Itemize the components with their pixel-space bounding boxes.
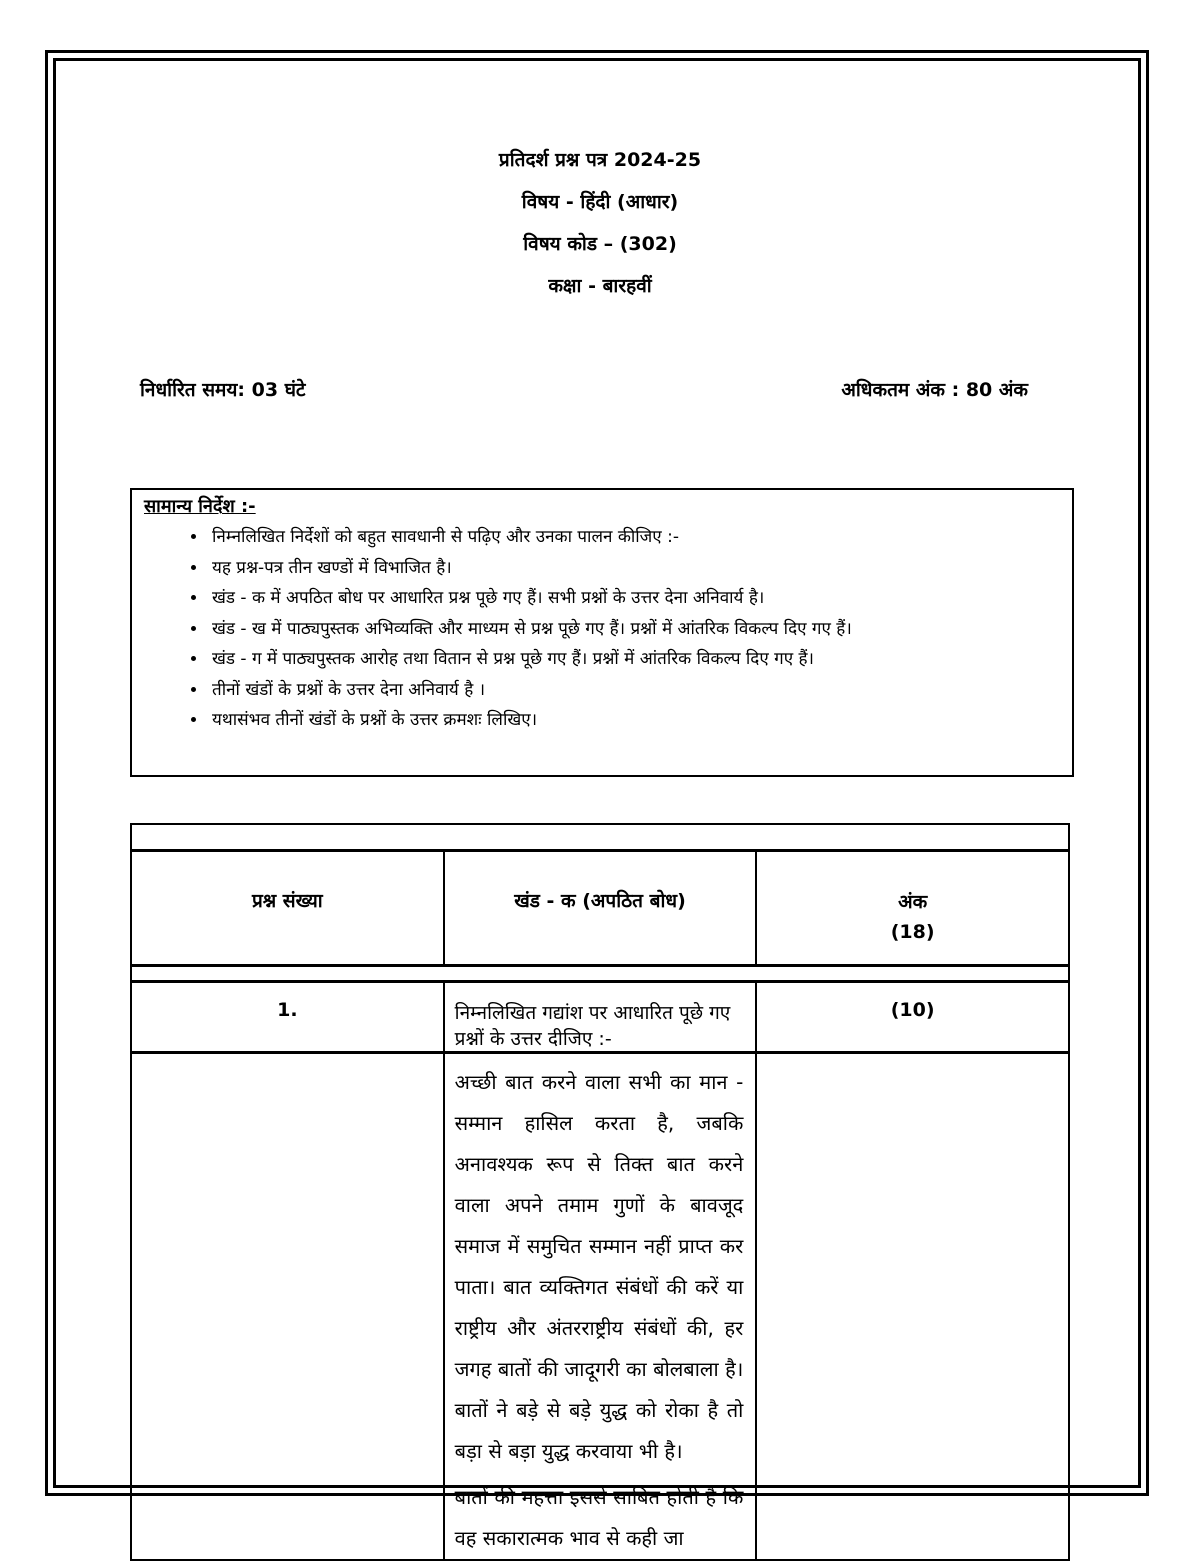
time-allowed: निर्धारित समय: 03 घंटे <box>140 379 306 401</box>
table-mid-spacer-row <box>131 965 1069 981</box>
max-marks: अधिकतम अंक : 80 अंक <box>841 379 1028 401</box>
instruction-item: • तीनों खंडों के प्रश्नों के उत्तर देना अनिवार्य है । <box>208 675 1060 706</box>
subject-code-line: विषय कोड – (302) <box>523 233 677 255</box>
header-marks <box>756 850 1069 965</box>
header-marks-label: अंक <box>898 890 928 913</box>
header-question-no: प्रश्न संख्या <box>131 850 444 965</box>
instruction-item: • खंड - ग में पाठ्यपुस्तक आरोह तथा वितान से प्रश्न पूछे गए हैं। प्रश्नों में आंतरिक विकल्प दिए गए हैं। <box>208 644 1060 675</box>
class-line: कक्षा - बारहवीं <box>548 275 652 297</box>
header-marks-total: (18) <box>890 920 935 943</box>
general-instructions-box <box>130 488 1074 777</box>
question-marks: (10) <box>756 981 1069 1052</box>
passage-paragraph: बातों की महत्ता इससे साबित होती है कि वह सकारात्मक भाव से कही जा <box>454 1484 744 1550</box>
instruction-item: • निम्नलिखित निर्देशों को बहुत सावधानी से पढ़िए और उनका पालन कीजिए :- <box>208 522 1060 553</box>
instruction-item: • यथासंभव तीनों खंडों के प्रश्नों के उत्तर क्रमशः लिखिए। <box>208 705 1060 736</box>
passage-cell <box>444 1052 757 1560</box>
paper-title: प्रतिदर्श प्रश्न पत्र 2024-25 <box>498 149 702 171</box>
instruction-item: • खंड - क में अपठित बोध पर आधारित प्रश्न पूछे गए हैं। सभी प्रश्नों के उत्तर देना अनिवार्य है। <box>208 583 1060 614</box>
instruction-item: • यह प्रश्न-पत्र तीन खण्डों में विभाजित है। <box>208 553 1060 584</box>
question-row <box>131 981 1069 1052</box>
instructions-list <box>144 522 1060 736</box>
question-number: 1. <box>131 981 444 1052</box>
question-text: निम्नलिखित गद्यांश पर आधारित पूछे गए प्रश्नों के उत्तर दीजिए :- <box>444 981 757 1052</box>
passage-marks-cell <box>756 1052 1069 1560</box>
passage-paragraph: अच्छी बात करने वाला सभी का मान - सम्मान हासिल करता है, जबकि अनावश्यक रूप से तिक्त बात करने वाला अपने तमाम गुणों के बावजूद समाज में समुचित सम्मान नहीं प्राप्त कर पाता। बात व्यक्तिगत संबंधों की करें या राष्ट्रीय और अंतरराष्ट्रीय संबंधों की, हर जगह बातों की जादूगरी का बोलबाला है। बातों ने बड़े से बड़े युद्ध को रोका है तो बड़ा से बड़ा युद्ध करवाया भी है। <box>454 1069 744 1463</box>
table-header-row <box>131 850 1069 965</box>
instruction-item: • खंड - ख में पाठ्यपुस्तक अभिव्यक्ति और माध्यम से प्रश्न पूछे गए हैं। प्रश्नों में आंतरिक विकल्प दिए गए हैं। <box>208 614 1060 645</box>
instructions-title: सामान्य निर्देश :- <box>144 496 256 517</box>
passage-number-cell <box>131 1052 444 1560</box>
table-top-spacer-row <box>131 824 1069 850</box>
passage-row <box>131 1052 1069 1560</box>
header-section: खंड - क (अपठित बोध) <box>444 850 757 965</box>
subject-line: विषय - हिंदी (आधार) <box>521 191 679 213</box>
question-table <box>130 823 1070 1561</box>
